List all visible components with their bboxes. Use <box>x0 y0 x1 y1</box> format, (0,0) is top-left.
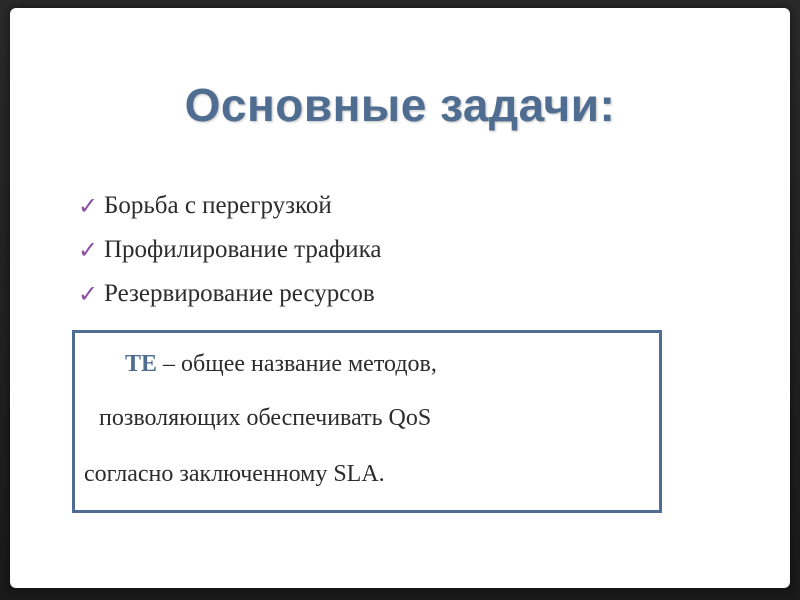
list-item <box>78 184 381 228</box>
term-te: TE <box>125 351 158 377</box>
slide-title: Основные задачи: <box>184 79 616 131</box>
list-item <box>78 272 381 316</box>
bullet-text: Профилирование трафика <box>104 236 382 263</box>
definition-text-1: – общее название методов, <box>157 351 437 377</box>
definition-line-1 <box>125 351 437 378</box>
definition-box <box>72 330 662 513</box>
bullet-text: Борьба с перегрузкой <box>104 192 332 219</box>
bullet-text: Резервирование ресурсов <box>104 280 375 307</box>
checkmark-icon: ✓ <box>78 280 99 308</box>
checkmark-icon: ✓ <box>78 192 99 220</box>
definition-line-3: согласно заключенному SLA. <box>84 461 385 487</box>
bullet-list <box>78 184 381 316</box>
list-item <box>78 228 381 272</box>
definition-line-2: позволяющих обеспечивать QoS <box>99 405 432 431</box>
checkmark-icon: ✓ <box>78 236 99 264</box>
